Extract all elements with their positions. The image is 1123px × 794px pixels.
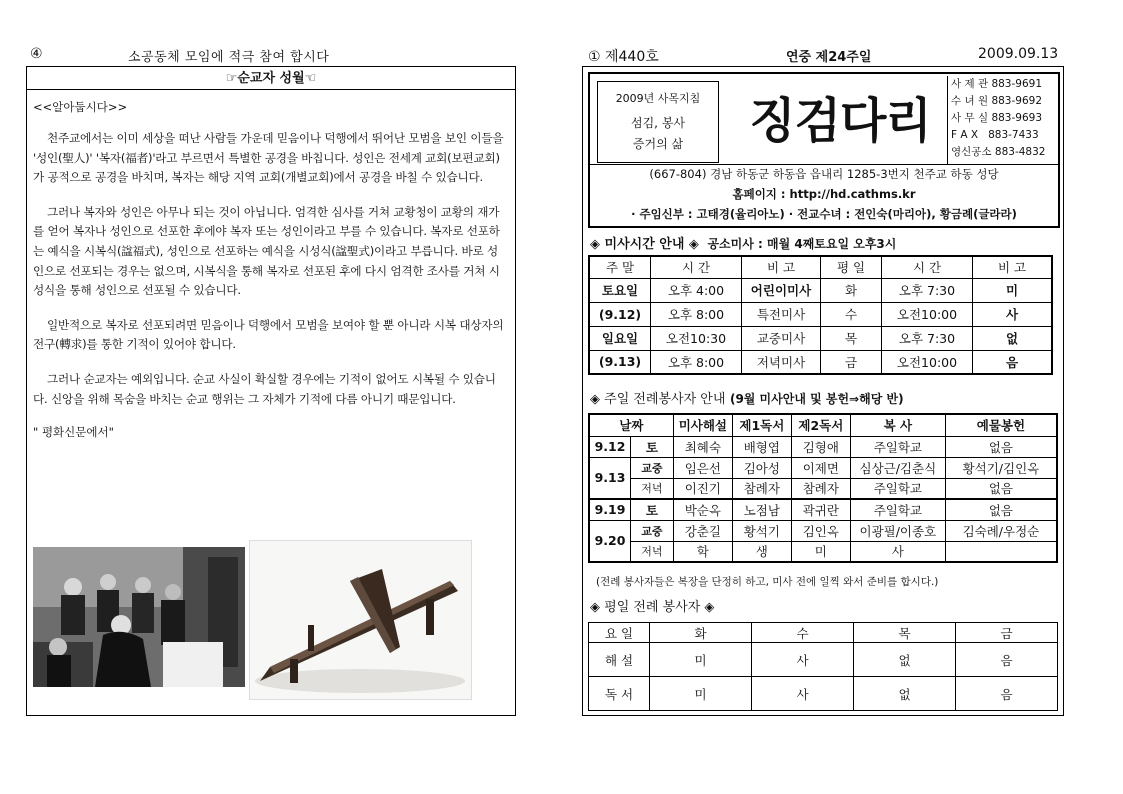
left-page-number: ④ [30, 46, 43, 62]
date-cell: 9.19 [589, 499, 631, 520]
commentator-cell: 임은선 [673, 457, 732, 478]
col-day: 요 일 [589, 623, 650, 643]
mass-type-cell: 토 [631, 436, 674, 457]
weekend-day: (9.13) [589, 350, 651, 374]
contacts-box [947, 76, 1058, 164]
offering-cell: 김숙례/우정순 [945, 520, 1057, 541]
reading-wed: 사 [752, 677, 854, 711]
commentator-cell: 이진기 [673, 478, 732, 499]
mass-times-title: ◈ 미사시간 안내 ◈ [590, 237, 699, 252]
altar-server-cell: 이광필/이종호 [850, 520, 945, 541]
col-weekend-time: 시 간 [651, 256, 742, 278]
article-paragraph-4: 그러나 순교자는 예외입니다. 순교 사실이 확실할 경우에는 기적이 없어도 시복될 수 있습니다. 신앙을 위해 목숨을 바치는 순교 행위는 그 자체가 기적에 다름 아니기 때문입니다. [33, 371, 496, 406]
mission-mass-note: 공소미사 : 매월 4째토요일 오후3시 [707, 237, 897, 251]
reading1-cell: 참례자 [732, 478, 791, 499]
mass-type-cell: 교중 [631, 520, 674, 541]
col-date: 날짜 [589, 414, 673, 436]
weekend-note: 교중미사 [742, 326, 821, 350]
pope-prayer-photo [33, 547, 245, 687]
col-weekend-note: 비 고 [742, 256, 821, 278]
altar-server-cell: 주일학교 [850, 478, 945, 499]
parish-address: (667-804) 경남 하동군 하동읍 읍내리 1285-3번지 천주교 하동 성당 [649, 167, 999, 181]
offering-cell [945, 541, 1057, 562]
row-label-commentary: 해 설 [589, 643, 650, 677]
col-commentator: 미사해설 [673, 414, 732, 436]
weekend-note: 특전미사 [742, 302, 821, 326]
weekday-time: 오전10:00 [882, 350, 973, 374]
col-tue: 화 [650, 623, 752, 643]
weekday: 화 [821, 278, 882, 302]
masthead [588, 72, 1060, 228]
issue-number: ① 제440호 [588, 49, 659, 65]
weekend-time: 오후 8:00 [651, 302, 742, 326]
weekday-note: 사 [973, 302, 1053, 326]
col-weekday: 평 일 [821, 256, 882, 278]
col-weekday-time: 시 간 [882, 256, 973, 278]
altar-server-cell: 주일학교 [850, 436, 945, 457]
col-reading2: 제2독서 [791, 414, 850, 436]
servers-heading [590, 388, 904, 407]
reading2-cell: 참례자 [791, 478, 850, 499]
weekend-note: 어린이미사 [742, 278, 821, 302]
left-title-bar [27, 67, 515, 90]
wooden-cross-photo [249, 540, 472, 700]
weekend-note: 저녁미사 [742, 350, 821, 374]
date-cell: 9.12 [589, 436, 631, 457]
col-altar-server: 복 사 [850, 414, 945, 436]
article-paragraph-2: 그러나 복자와 성인은 아무나 되는 것이 아닙니다. 엄격한 심사를 거쳐 교황청이 교황의 재가를 얻어 복자나 성인으로 선포한 후에야 복자 또는 성인이라고 부를 수 있습니다. 복자로 선포하는 예식을 시복식(諡福式), 성인으로 선포하는 예식을 시성식(諡聖式)이라고 부릅니다. 바로 성인으로 선포되는 경우는 없으며, 시복식을 통해 복자로 선포된 후에 다시 엄격한 조사를 거쳐 시성식을 통해 성인으로 선포될 수 있습니다. [33, 204, 500, 298]
masthead-divider [590, 164, 1058, 165]
notice-label: <<알아둡시다>> [33, 100, 128, 114]
col-weekday-note: 비 고 [973, 256, 1053, 278]
weekday: 수 [821, 302, 882, 326]
col-wed: 수 [752, 623, 854, 643]
offering-cell: 없음 [945, 436, 1057, 457]
contact-fax: F A X 883-7433 [951, 129, 1039, 141]
article-title: ☞순교자 성월☜ [225, 71, 317, 86]
reading2-cell: 김인옥 [791, 520, 850, 541]
reading1-cell: 김아성 [732, 457, 791, 478]
pastoral-motto-1: 섬김, 봉사 [631, 116, 685, 130]
parish-staff: · 주임신부 : 고태경(율리아노) · 전교수녀 : 전인숙(마리아), 황금례(글라라) [631, 207, 1017, 221]
reading2-cell: 김형애 [791, 436, 850, 457]
offering-cell: 없음 [945, 499, 1057, 520]
weekday-note: 없 [973, 326, 1053, 350]
commentator-cell: 강춘길 [673, 520, 732, 541]
reading2-cell: 곽귀란 [791, 499, 850, 520]
contact-mission: 영신공소 883-4832 [951, 146, 1046, 158]
servers-footnote: (전례 봉사자들은 복장을 단정히 하고, 미사 전에 일찍 와서 준비를 합시다.) [596, 576, 939, 588]
col-reading1: 제1독서 [732, 414, 791, 436]
weekend-day: 토요일 [589, 278, 651, 302]
commentator-cell: 최혜숙 [673, 436, 732, 457]
weekday: 금 [821, 350, 882, 374]
mass-times-heading [590, 233, 896, 252]
weekday: 목 [821, 326, 882, 350]
pastoral-year: 2009년 사목지침 [615, 92, 701, 105]
offering-cell: 황석기/김인옥 [945, 457, 1057, 478]
mass-type-cell: 토 [631, 499, 674, 520]
article-paragraph-1: 천주교에서는 이미 세상을 떠난 사람들 가운데 믿음이나 덕행에서 뛰어난 모범을 보인 이들을 '성인(聖人)' '복자(福者)'라고 부르면서 특별한 공경을 바칩니다. 성인은 전세계 교회(보편교회)가 공적으로 공경을 바치며, 복자는 해당 지역 교회(개별교회)에서 공경을 바칠 수 있습니다. [33, 131, 504, 185]
left-slogan: 소공동체 모임에 적극 참여 합시다 [128, 50, 330, 65]
weekday-note: 음 [973, 350, 1053, 374]
col-thu: 목 [854, 623, 956, 643]
date-cell: 9.20 [589, 520, 631, 562]
reading-fri: 음 [956, 677, 1058, 711]
weekend-time: 오후 8:00 [651, 350, 742, 374]
servers-subtitle: (9월 미사안내 및 봉헌⇒해당 반) [729, 392, 904, 406]
col-fri: 금 [956, 623, 1058, 643]
contact-convent: 수 녀 원 883-9692 [951, 95, 1042, 107]
commentator-cell: 학 [673, 541, 732, 562]
weekday-servers-title: ◈ 평일 전례 봉사자 ◈ [590, 600, 715, 615]
col-offering: 예물봉헌 [945, 414, 1057, 436]
reading1-cell: 배형엽 [732, 436, 791, 457]
weekday-time: 오후 7:30 [882, 278, 973, 302]
weekday-time: 오전10:00 [882, 302, 973, 326]
reading2-cell: 미 [791, 541, 850, 562]
contact-rectory: 사 제 관 883-9691 [951, 78, 1042, 90]
mass-type-cell: 저녁 [631, 541, 674, 562]
mass-type-cell: 저녁 [631, 478, 674, 499]
commentary-thu: 없 [854, 643, 956, 677]
servers-table [588, 413, 1058, 563]
liturgical-sunday: 연중 제24주일 [786, 50, 872, 65]
reading-tue: 미 [650, 677, 752, 711]
homepage-url: 홈페이지 : http://hd.cathms.kr [732, 187, 916, 201]
date-cell: 9.13 [589, 457, 631, 499]
pastoral-box [597, 81, 719, 163]
newsletter-logo: 징검다리 [749, 93, 931, 149]
reading1-cell: 황석기 [732, 520, 791, 541]
pastoral-motto-2: 증거의 삶 [632, 137, 684, 151]
mass-schedule-table [588, 255, 1053, 375]
commentary-fri: 음 [956, 643, 1058, 677]
altar-server-cell: 심상근/김춘식 [850, 457, 945, 478]
reading1-cell: 생 [732, 541, 791, 562]
weekday-time: 오후 7:30 [882, 326, 973, 350]
issue-date: 2009.09.13 [978, 46, 1059, 62]
mass-type-cell: 교중 [631, 457, 674, 478]
weekend-day: (9.12) [589, 302, 651, 326]
commentary-tue: 미 [650, 643, 752, 677]
col-weekend: 주 말 [589, 256, 651, 278]
left-article-box [26, 66, 516, 716]
contact-office: 사 무 실 883-9693 [951, 112, 1042, 124]
article-body [27, 90, 515, 440]
commentary-wed: 사 [752, 643, 854, 677]
reading1-cell: 노점남 [732, 499, 791, 520]
offering-cell: 없음 [945, 478, 1057, 499]
altar-server-cell: 주일학교 [850, 499, 945, 520]
row-label-reading: 독 서 [589, 677, 650, 711]
weekday-note: 미 [973, 278, 1053, 302]
altar-server-cell: 사 [850, 541, 945, 562]
article-paragraph-3: 일반적으로 복자로 선포되려면 믿음이나 덕행에서 모범을 보여야 할 뿐 아니라 시복 대상자의 전구(轉求)를 통한 기적이 있어야 합니다. [33, 317, 504, 352]
weekend-time: 오후 4:00 [651, 278, 742, 302]
servers-title: ◈ 주일 전례봉사자 안내 [590, 392, 726, 407]
weekend-time: 오전10:30 [651, 326, 742, 350]
reading-thu: 없 [854, 677, 956, 711]
weekday-servers-table [588, 622, 1058, 711]
article-source: " 평화신문에서" [33, 425, 114, 440]
reading2-cell: 이제면 [791, 457, 850, 478]
weekend-day: 일요일 [589, 326, 651, 350]
commentator-cell: 박순옥 [673, 499, 732, 520]
